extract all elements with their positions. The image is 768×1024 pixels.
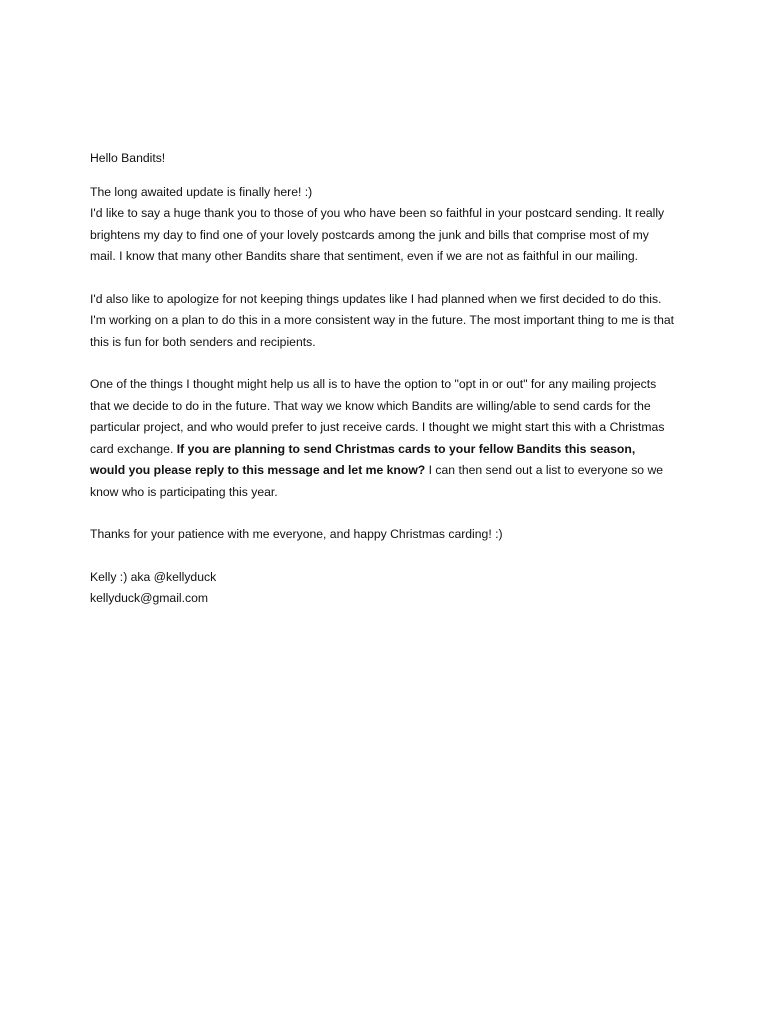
bold-request-text: would you please reply to this message and let me know? [90,463,426,477]
bold-request-text: If you are planning to send Christmas cards to your fellow Bandits this season, [176,441,636,456]
letter-body [90,148,690,631]
paragraph-line: this is fun for both senders and recipients. [90,334,316,349]
paragraph-line: I'd also like to apologize for not keeping things updates like I had planned when we first decided to do this. [90,291,662,306]
paragraph-update [90,182,690,268]
paragraph-line: I'd like to say a huge thank you to those of you who have been so faithful in your postcard sending. It really [90,206,665,220]
paragraph-line: The long awaited update is finally here! :) [90,184,313,199]
paragraph-line-mixed [90,439,690,461]
paragraph-line: One of the things I thought might help us all is to have the option to "opt in or out" for any mailing projects [90,377,657,391]
paragraph-apology [90,289,690,354]
paragraph-line: mail. I know that many other Bandits share that sentiment, even if we are not as faithful in our mailing. [90,249,639,263]
signature-block [90,567,690,610]
greeting-text: Hello Bandits! [90,151,166,165]
signature-name: Kelly :) aka @kellyduck [90,569,217,584]
signature-email: kellyduck@gmail.com [90,591,209,605]
paragraph-line-mixed [90,460,690,482]
paragraph-line: Thanks for your patience with me everyone, and happy Christmas carding! :) [90,527,503,541]
paragraph-line: that we decide to do in the future. That way we know which Bandits are willing/able to send cards for the [90,398,651,413]
paragraph-thanks [90,524,690,546]
paragraph-opt-in [90,374,690,503]
paragraph-line: know who is participating this year. [90,484,278,499]
plain-text: I can then send out a list to everyone so we [425,463,664,477]
paragraph-line: particular project, and who would prefer to just receive cards. I thought we might start this with a Christmas [90,420,665,434]
paragraph-line: brightens my day to find one of your lovely postcards among the junk and bills that comprise most of my [90,227,649,242]
paragraph-line: I'm working on a plan to do this in a more consistent way in the future. The most important thing to me is that [90,313,675,327]
plain-text: card exchange. [90,441,177,456]
greeting [90,148,690,170]
